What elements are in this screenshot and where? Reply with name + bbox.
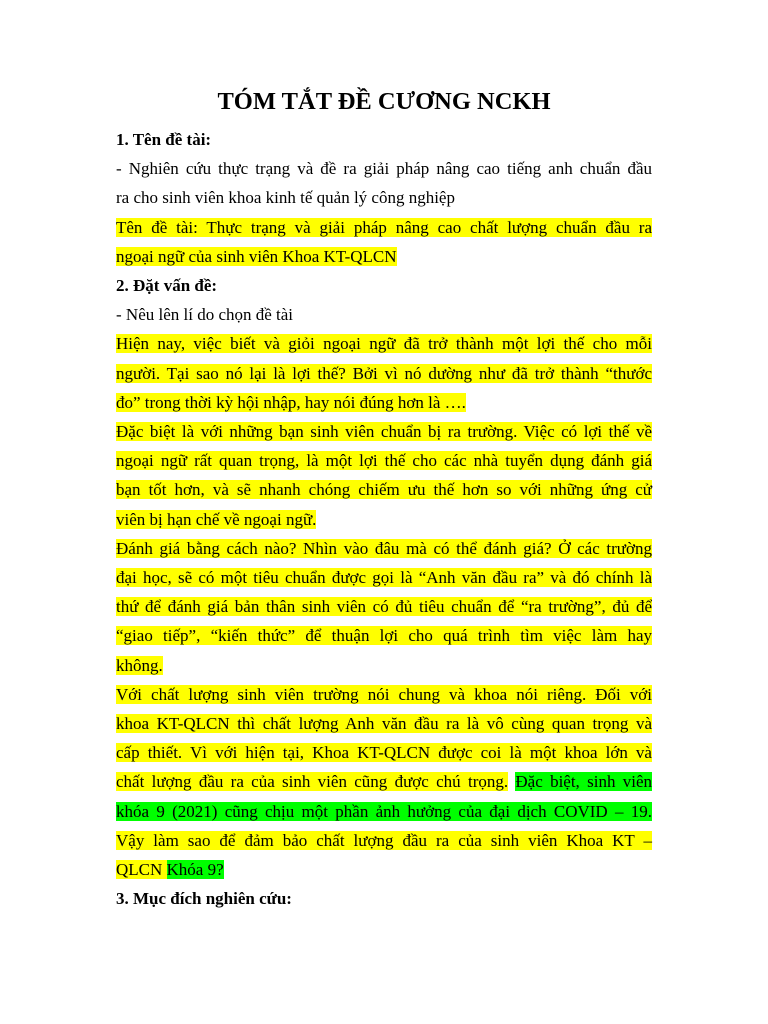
document-title: TÓM TẮT ĐỀ CƯƠNG NCKH — [217, 88, 551, 115]
highlighted-text: ngoại ngữ rất quan trọng, là một lợi thế cho các nhà tuyển dụng đánh giá — [116, 451, 652, 470]
highlighted-text: không. — [116, 656, 163, 675]
text-line — [116, 683, 652, 706]
text-line — [116, 391, 652, 414]
text-line — [116, 770, 652, 793]
highlighted-text: cấp thiết. — [116, 743, 183, 762]
section-heading — [116, 887, 652, 910]
text-line — [116, 478, 652, 501]
text-line — [116, 332, 652, 355]
text-segment: - Nghiên cứu thực trạng và đề ra giải pháp nâng cao tiếng anh chuẩn đầu — [116, 159, 652, 178]
highlighted-text: Với chất lượng sinh viên trường nói chung và khoa nói riêng. Đối với — [116, 685, 652, 704]
text-line — [116, 654, 652, 677]
text-segment: 1. Tên đề tài: — [116, 130, 212, 149]
highlighted-text: “giao tiếp”, “kiến thức” để thuận lợi cho quá trình tìm việc làm hay — [116, 626, 652, 645]
highlighted-text: Khóa 9? — [166, 860, 224, 879]
text-segment: 2. Đặt vấn đề: — [116, 276, 218, 295]
highlighted-text: viên bị hạn chế về ngoại ngữ. — [116, 510, 317, 529]
text-segment: - Nêu lên lí do chọn đề tài — [116, 305, 294, 324]
text-line — [116, 449, 652, 472]
text-line — [116, 624, 652, 647]
text-line — [116, 566, 652, 589]
highlighted-text: Hiện nay, việc biết và giỏi ngoại ngữ đã trở thành một lợi thế cho mỗi — [116, 334, 652, 353]
highlighted-text: chất lượng đầu ra của sinh viên cũng được chú trọng. — [116, 772, 509, 791]
text-line — [116, 216, 652, 239]
section-heading — [116, 274, 652, 297]
text-line — [116, 245, 652, 268]
text-line — [116, 157, 652, 180]
highlighted-text: đo” trong thời kỳ hội nhập, hay nói đúng hơn là …. — [116, 393, 466, 412]
text-line — [116, 303, 652, 326]
highlighted-text: Tên đề tài: Thực trạng và giải pháp nâng cao chất lượng chuẩn đầu ra — [116, 218, 652, 237]
text-line — [116, 186, 652, 209]
text-line — [116, 829, 652, 852]
text-line — [116, 858, 652, 881]
text-line — [116, 712, 652, 735]
text-line — [116, 800, 652, 823]
text-line — [116, 595, 652, 618]
highlighted-text: khoa KT-QLCN thì chất lượng Anh văn đầu ra là vô cùng quan trọng và — [116, 714, 652, 733]
text-segment: 3. Mục đích nghiên cứu: — [116, 889, 292, 908]
highlighted-text: ngoại ngữ của sinh viên Khoa KT-QLCN — [116, 247, 397, 266]
text-line — [116, 741, 652, 764]
text-line — [116, 362, 652, 385]
highlighted-text: đại học, sẽ có một tiêu chuẩn được gọi là “Anh văn đầu ra” và đó chính là — [116, 568, 652, 587]
text-segment: ra cho sinh viên khoa kinh tế quản lý công nghiệp — [116, 188, 455, 207]
highlighted-text: Đặc biệt là với những bạn sinh viên chuẩn bị ra trường. Việc có lợi thế về — [116, 422, 652, 441]
highlighted-text: thứ để đánh giá bản thân sinh viên có đủ tiêu chuẩn để “ra trường”, đủ để — [116, 597, 652, 616]
highlighted-text: người. Tại sao nó lại là lợi thế? Bởi vì nó dường như đã trở thành “thước — [116, 364, 652, 383]
highlighted-text: QLCN — [116, 860, 167, 879]
section-heading — [116, 128, 652, 151]
text-line — [116, 420, 652, 443]
highlighted-text: Vì với hiện tại, Khoa KT-QLCN được coi là một khoa lớn và — [182, 743, 652, 762]
highlighted-text: Đặc biệt, sinh viên — [515, 772, 653, 791]
highlighted-text: bạn tốt hơn, và sẽ nhanh chóng chiếm ưu thế hơn so với những ứng cử — [116, 480, 652, 499]
text-line — [116, 537, 652, 560]
highlighted-text: Đánh giá bằng cách nào? Nhìn vào đâu mà có thể đánh giá? Ở các trường — [116, 539, 652, 558]
text-line — [116, 508, 652, 531]
highlighted-text: Vậy làm sao để đảm bảo chất lượng đầu ra của sinh viên Khoa KT – — [116, 831, 652, 850]
highlighted-text: khóa 9 (2021) cũng chịu một phần ảnh hưởng của đại dịch COVID – 19. — [116, 802, 652, 821]
